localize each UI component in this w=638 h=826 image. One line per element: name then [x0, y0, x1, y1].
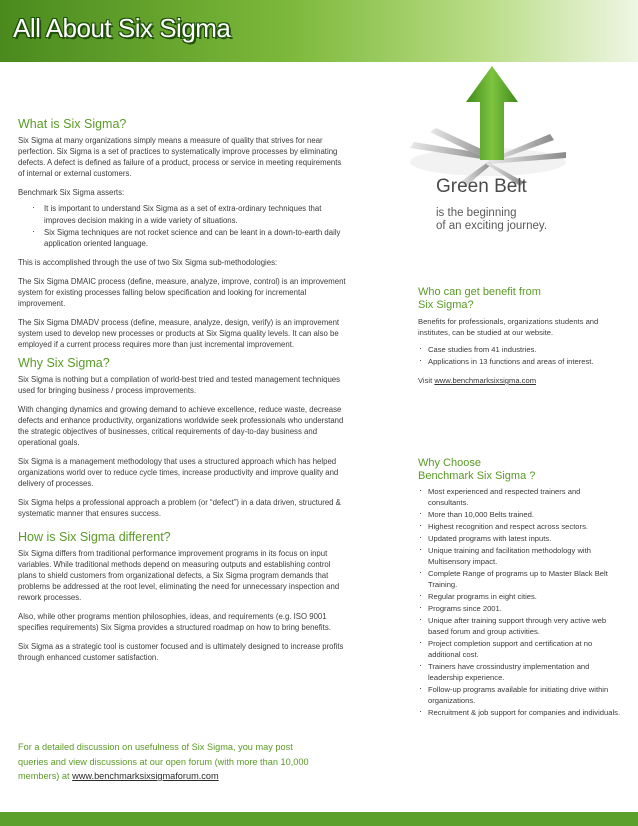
choose-heading-line-1: Why Choose [418, 457, 481, 469]
list-item: · Applications in 13 functions and areas of interest. [428, 356, 623, 367]
page-title: All About Six Sigma [13, 13, 231, 43]
bottom-bar [0, 812, 638, 826]
list-item: · It is important to understand Six Sigma as a set of extra-ordinary techniques that improves decision making in a wide variety of situations. [44, 203, 348, 225]
forum-note-text: For a detailed discussion on usefulness of Six Sigma, you may post queries and view discussions at our open forum (with more than 10,000 members) at [18, 742, 309, 781]
choose-heading [418, 457, 623, 483]
what-paragraph-4: The Six Sigma DMAIC process (define, measure, analyze, improve, control) is an improvement system for existing processes falling below specification and looking for incremental improvement. [18, 276, 346, 309]
who-paragraph: Benefits for professionals, organizations students and institutes, can be studied at our website. [418, 317, 599, 337]
how-paragraph-2: Also, while other programs mention philosophies, ideas, and requirements (e.g. ISO 9001 specifies requirements) Six Sigma provides a structured roadmap on how to bring benefits. [18, 612, 331, 633]
what-heading: What is Six Sigma? [18, 117, 127, 131]
who-heading [418, 286, 623, 312]
list-item: · Updated programs with latest inputs. [428, 533, 623, 544]
how-paragraph-3: Six Sigma as a strategic tool is customer focused and is ultimately designed to increase profits through enhanced customer satisfaction. [18, 642, 344, 663]
left-column [18, 117, 348, 671]
forum-link[interactable]: www.benchmarksixsigmaforum.com [72, 771, 219, 781]
tagline-line-1: is the beginning [436, 207, 517, 219]
list-item: · Recruitment & job support for companies and individuals. [428, 707, 623, 718]
who-list [418, 344, 623, 367]
list-item: · Complete Range of programs up to Master Black Belt Training. [428, 568, 623, 590]
list-item: · Programs since 2001. [428, 603, 623, 614]
green-belt-title: Green Belt [436, 176, 527, 197]
why-heading: Why Six Sigma? [18, 355, 110, 370]
website-link[interactable]: www.benchmarksixsigma.com [434, 376, 537, 385]
visit-line [418, 375, 623, 386]
who-benefit-box [418, 286, 623, 394]
list-item: · Follow-up programs available for initiating drive within organizations. [428, 684, 623, 706]
list-item: · Unique after training support through very active web based forum and group activities. [428, 615, 623, 637]
list-item: · Case studies from 41 industries. [428, 344, 623, 355]
choose-heading-line-2: Benchmark Six Sigma ? [418, 470, 536, 482]
tagline-line-2: of an exciting journey. [436, 220, 548, 232]
who-heading-line-2: Six Sigma? [418, 299, 474, 311]
green-arrow-illustration [400, 62, 638, 192]
why-paragraph-3: Six Sigma is a management methodology that uses a structured approach which has helped organizations world over to reduce cycle times, increase productivity and improve quality and delivery of processes. [18, 457, 339, 489]
how-paragraph-1: Six Sigma differs from traditional performance improvement programs in its focus on input variables. While traditional methods depend on measuring outputs and establishing control plans to shield customers from organizational defects, a Six Sigma program demands that problems be addressed at the root level, eliminating the need for unnecessary inspection and rework processes. [18, 548, 340, 602]
how-heading: How is Six Sigma different? [18, 529, 171, 544]
list-item: · Most experienced and respected trainers and consultants. [428, 486, 623, 508]
who-heading-line-1: Who can get benefit from [418, 286, 541, 298]
what-paragraph-1: Six Sigma at many organizations simply means a measure of quality that strives for near perfection. Six Sigma is a set of practices to systematically improve processes by eliminating defects. A defect is defined as failure of a product, process or service in meeting requirements of internal or external customers. [18, 136, 342, 179]
asserts-list [18, 203, 348, 248]
why-paragraph-4: Six Sigma helps a professional approach a problem (or “defect”) in a data driven, structured & systematic manner that ensures success. [18, 498, 341, 519]
visit-text: Visit [418, 376, 435, 385]
why-paragraph-1: Six Sigma is nothing but a compilation of world-best tried and tested management techniques used for bringing business / process improvements. [18, 374, 341, 395]
what-paragraph-5: The Six Sigma DMADV process (define, measure, analyze, design, verify) is an improvement system used to develop new processes or products at Six Sigma quality levels. It can also be employed if a current process requires more than just incremental improvement. [18, 318, 340, 350]
choose-list [418, 486, 623, 718]
what-paragraph-2: Benchmark Six Sigma asserts: [18, 188, 125, 198]
list-item: · Unique training and facilitation methodology with Multisensory impact. [428, 545, 623, 567]
list-item: · More than 10,000 Belts trained. [428, 509, 623, 520]
why-choose-box [418, 457, 623, 726]
list-item: · Project completion support and certification at no additional cost. [428, 638, 623, 660]
why-paragraph-2: With changing dynamics and growing demand to achieve excellence, reduce waste, decrease defects and enhance productivity, organizations worldwide seek professionals who understand the strategic objectives of businesses, critical requirements of day-to-day business and operational goals. [18, 404, 344, 447]
list-item: · Trainers have crossindustry implementation and leadership experience. [428, 661, 623, 683]
forum-note [18, 740, 318, 784]
list-item: · Six Sigma techniques are not rocket science and can be leant in a down-to-earth daily application oriented language. [44, 227, 348, 249]
what-paragraph-3: This is accomplished through the use of two Six Sigma sub-methodologies: [18, 257, 278, 267]
header-banner [0, 0, 638, 62]
list-item: · Highest recognition and respect across sectors. [428, 521, 623, 532]
green-belt-tagline [436, 207, 547, 233]
list-item: · Regular programs in eight cities. [428, 591, 623, 602]
